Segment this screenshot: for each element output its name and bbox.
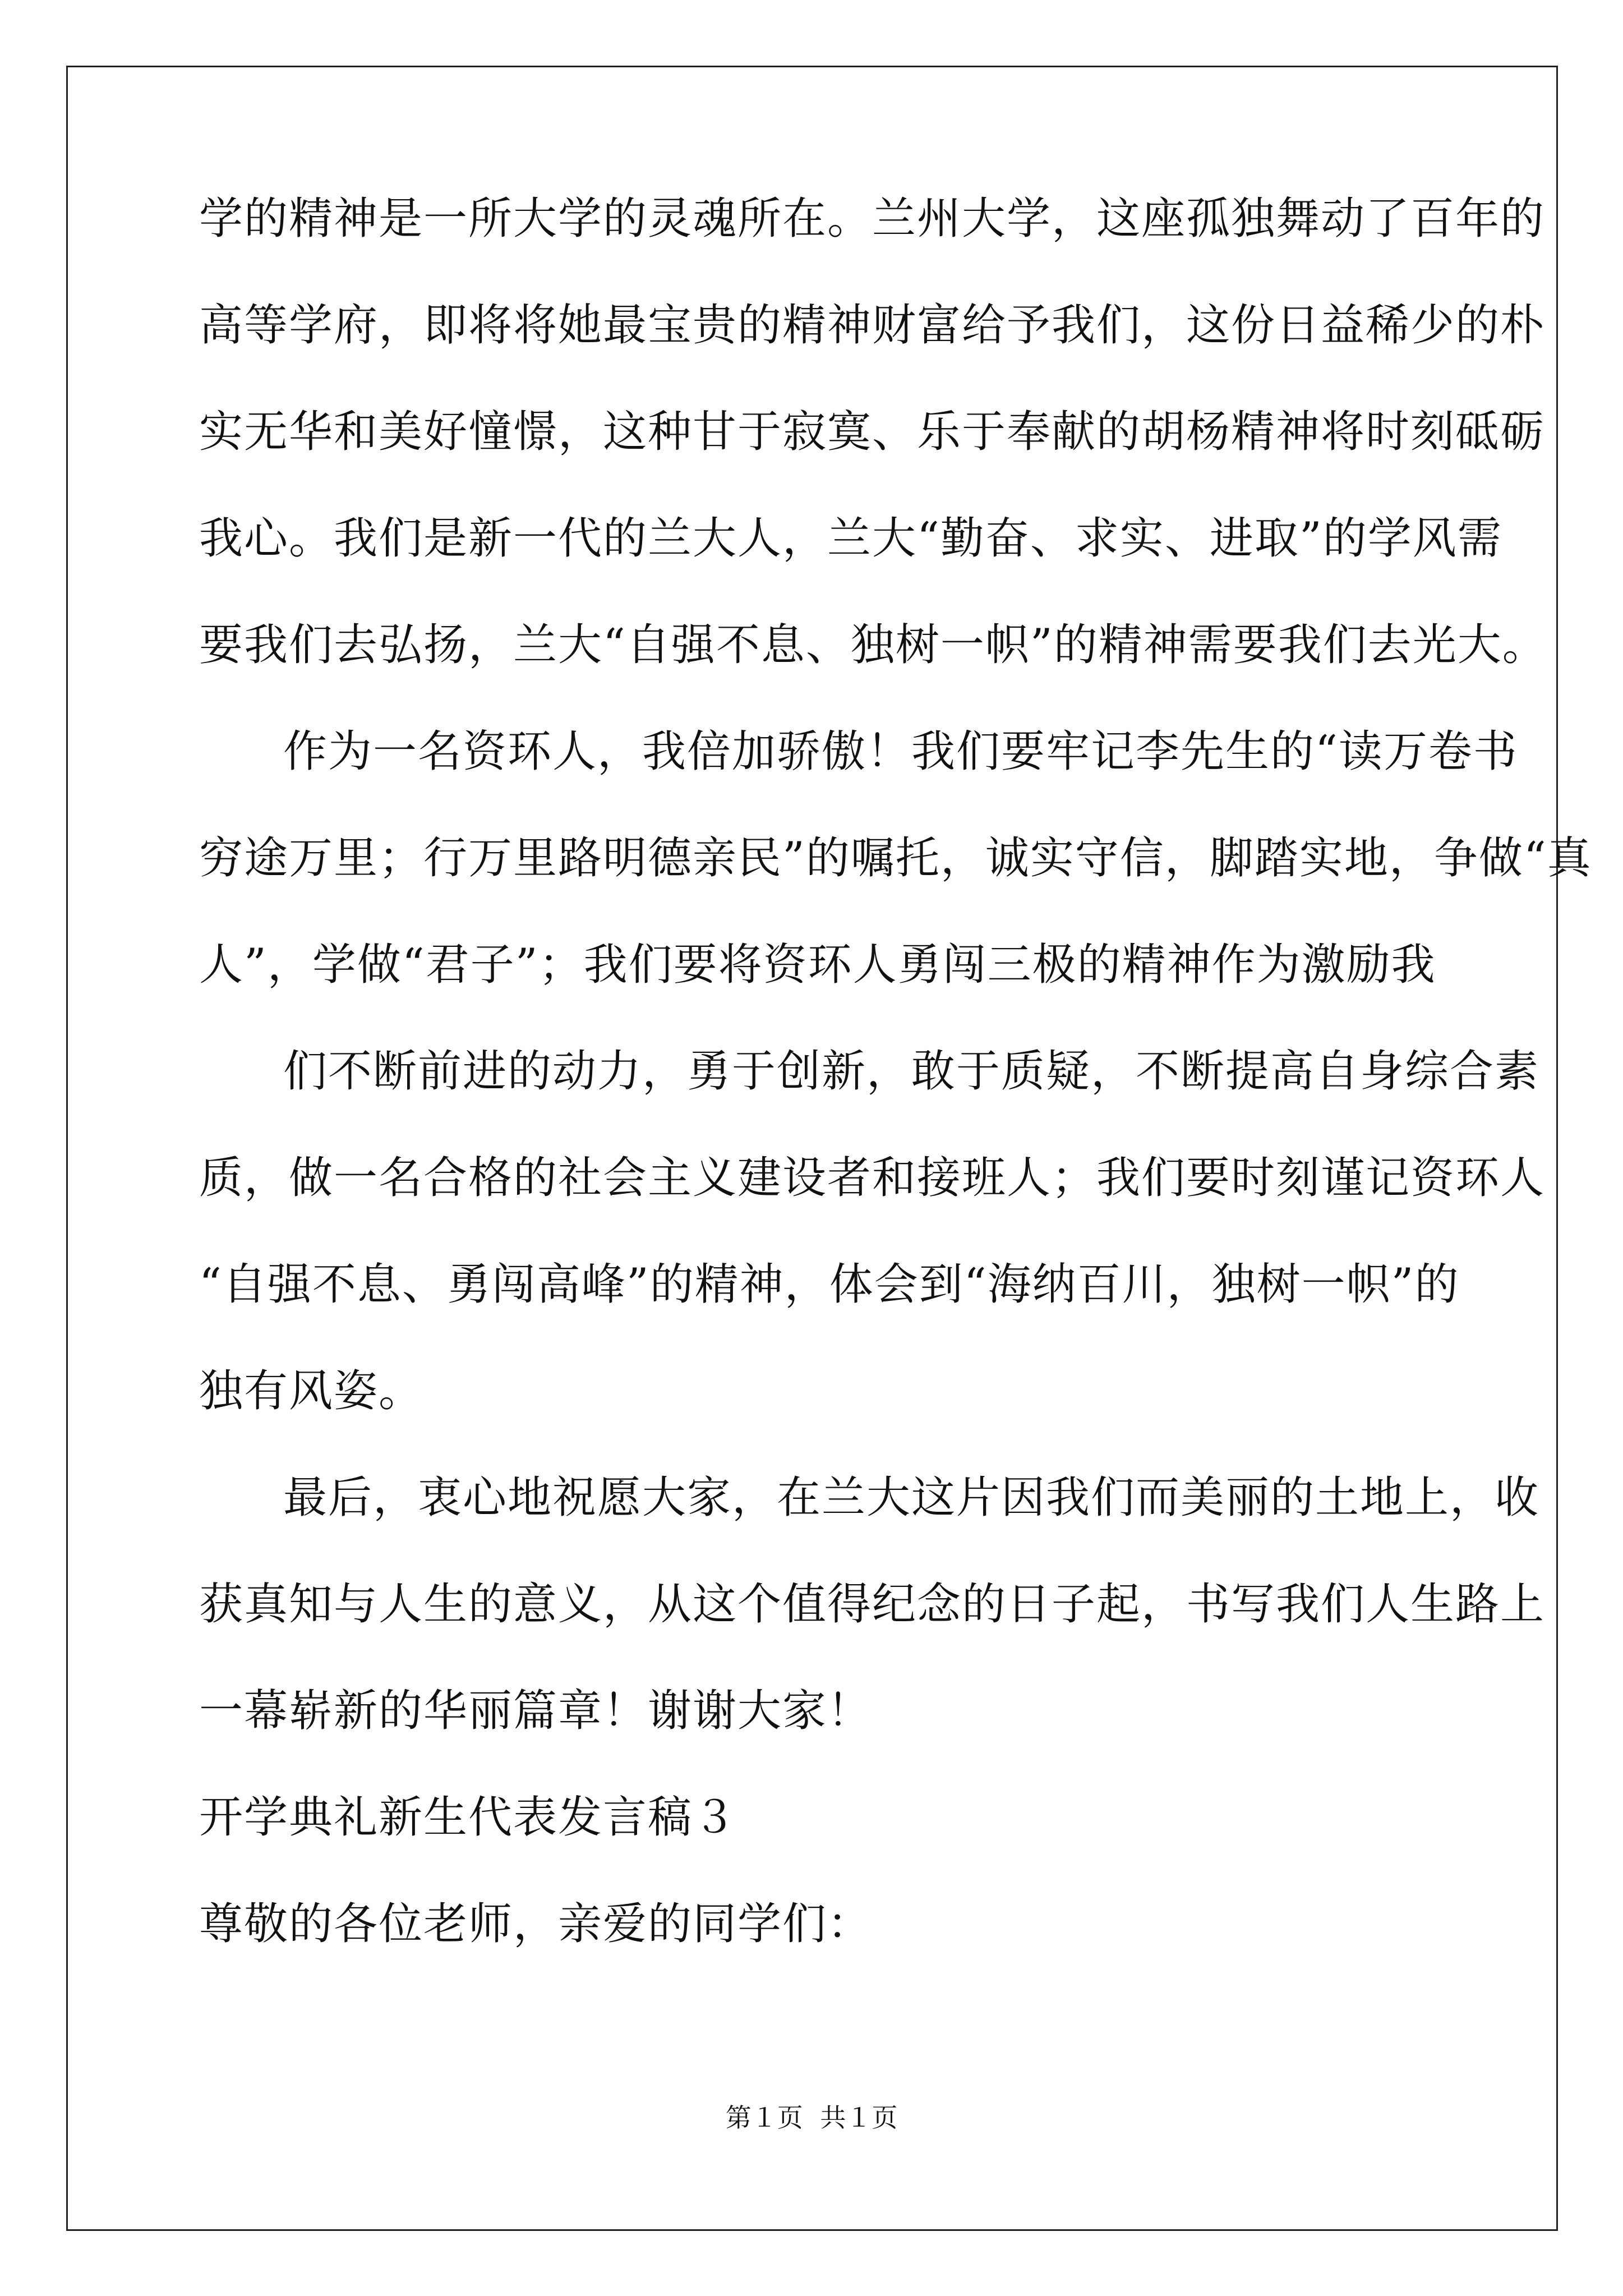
page-number-total: 共１页 (820, 2102, 898, 2133)
text-line-3: 实无华和美好憧憬，这种甘于寂寞、乐于奉献的胡杨精神将时刻砥砺 (199, 407, 1546, 457)
text-line-1: 学的精神是一所大学的灵魂所在。兰州大学，这座孤独舞动了百年的 (199, 194, 1546, 244)
text-line-4: 我心。我们是新一代的兰大人，兰大“勤奋、求实、进取”的学风需 (199, 513, 1502, 564)
text-line-2: 高等学府，即将将她最宝贵的精神财富给予我们，这份日益稀少的朴 (199, 300, 1546, 351)
paragraph-start-line: 作为一名资环人，我倍加骄傲！我们要牢记李先生的“读万卷书 (283, 726, 1518, 777)
text-line-5: 要我们去弘扬，兰大“自强不息、独树一帜”的精神需要我们去光大。 (199, 620, 1547, 670)
text-line-7: 穷途万里；行万里路明德亲民”的嘱托，诚实守信，脚踏实地，争做“真 (199, 833, 1592, 884)
text-line-10: 质，做一名合格的社会主义建设者和接班人；我们要时刻谨记资环人 (199, 1153, 1546, 1203)
page-number-current: 第１页 (725, 2102, 803, 2133)
paragraph-start-line: 最后，衷心地祝愿大家，在兰大这片因我们而美丽的土地上，收 (283, 1473, 1540, 1523)
page-footer (0, 2101, 1623, 2134)
salutation-line: 尊敬的各位老师，亲爱的同学们： (199, 1899, 873, 1949)
text-line-15: 一幕崭新的华丽篇章！谢谢大家！ (199, 1686, 873, 1736)
text-line-11: “自强不息、勇闯高峰”的精神，体会到“海纳百川，独树一帜”的 (199, 1259, 1460, 1310)
text-line-14: 获真知与人生的意义，从这个值得纪念的日子起，书写我们人生路上 (199, 1579, 1546, 1630)
section-title: 开学典礼新生代表发言稿３ (199, 1792, 738, 1843)
text-line-12: 独有风姿。 (199, 1366, 424, 1416)
text-line-8: 人”，学做“君子”；我们要将资环人勇闯三极的精神作为激励我 (199, 940, 1436, 990)
paragraph-start-line: 们不断前进的动力，勇于创新，敢于质疑，不断提高自身综合素 (283, 1046, 1540, 1097)
